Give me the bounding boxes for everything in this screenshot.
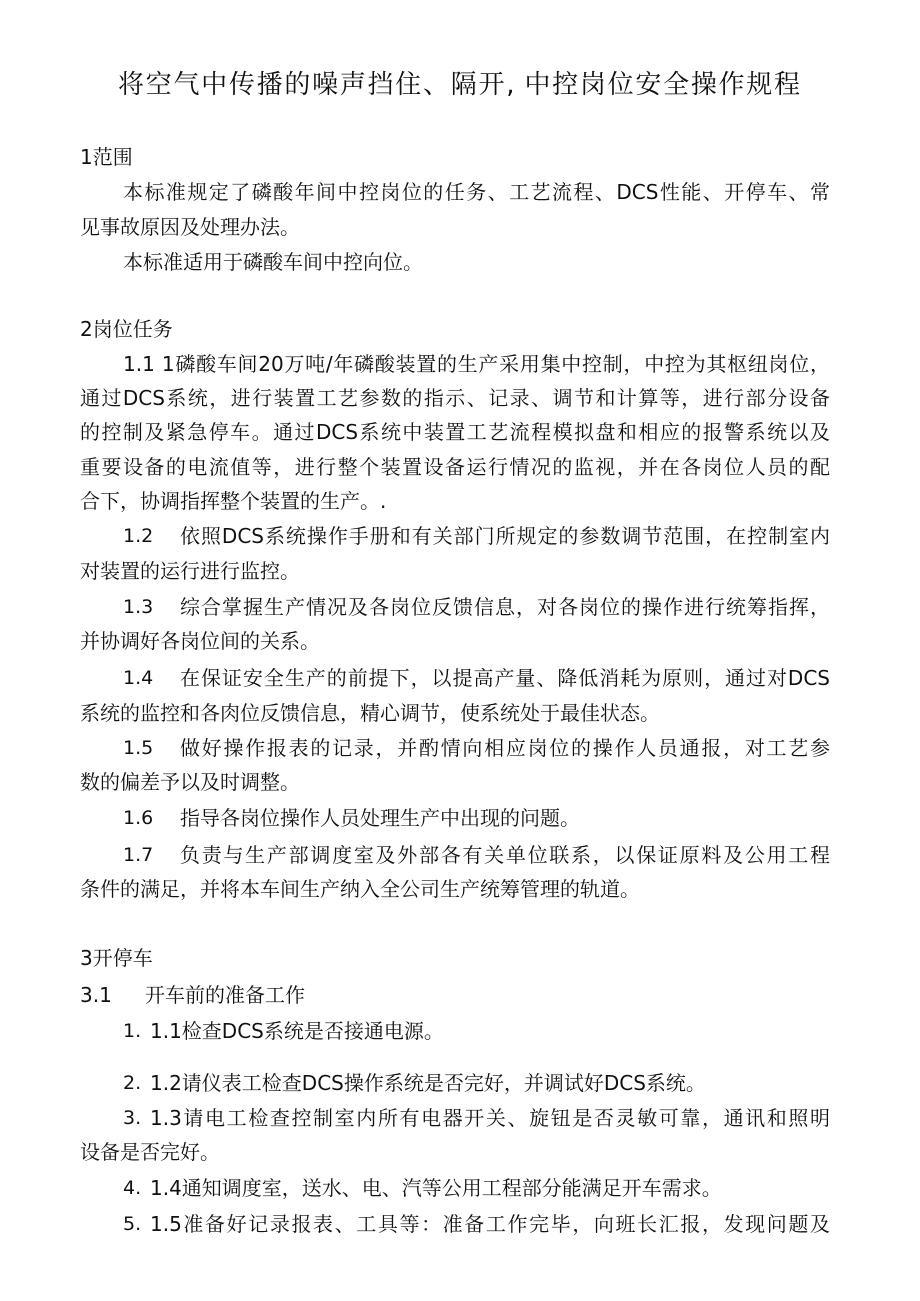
paragraph-line: 在保证安全生产的前提下，以提高产量、降低消耗为原则，通过对DCS [180,666,830,690]
list-item: 1.4通知调度室，送水、电、汽等公用工程部分能满足开车需求。 [150,1176,722,1200]
paragraph-line: 重要设备的电流值等，进行整个装置设备运行情况的监视，并在各岗位人员的配 [80,455,830,479]
item-number: 1.6 [123,807,154,829]
subsection-title: 开车前的准备工作 [145,983,305,1007]
list-item: 1.1检查DCS系统是否接通电源。 [150,1019,444,1043]
section-1-heading: 1范围 [80,145,133,169]
section-3-heading: 3开停车 [80,946,153,970]
list-number: 5. [123,1213,142,1235]
item-number: 1.7 [123,844,154,866]
paragraph-line: 本标准适用于磷酸车间中控向位。 [123,250,423,274]
paragraph-line: 系统的监控和各肉位反馈信息，精心调节，使系统处于最佳状态。 [80,701,660,725]
paragraph-line: 依照DCS系统操作手册和有关部门所规定的参数调节范围，在控制室内 [180,524,830,548]
paragraph-line: 见事故原因及处理办法。 [80,215,300,239]
paragraph-line: 并协调好各岗位间的关系。 [80,629,320,653]
item-number: 1.2 [123,525,154,547]
paragraph-line: 指导各岗位操作人员处理生产中出现的问题。 [180,806,580,830]
list-number: 4. [123,1177,142,1199]
list-number: 3. [123,1107,142,1129]
document-title: 将空气中传播的噪声挡住、隔开, 中控岗位安全操作规程 [118,70,800,100]
item-number: 1.3 [123,596,154,618]
paragraph-line: 通过DCS系统，进行装置工艺参数的指示、记录、调节和计算等，进行部分设备 [80,386,830,410]
list-item: 1.2请仪表工检查DCS操作系统是否完好，并调试好DCS系统。 [150,1071,706,1095]
paragraph-line: 1.1 1磷酸车间20万吨/年磷酸装置的生产采用集中控制，中控为其枢纽岗位， [123,352,830,376]
paragraph-line: 负责与生产部调度室及外部各有关单位联系，以保证原料及公用工程 [180,843,830,867]
section-2-heading: 2岗位任务 [80,317,173,341]
paragraph-line: 条件的满足，并将本车间生产纳入全公司生产统筹管理的轨道。 [80,877,640,901]
list-number: 1. [123,1020,142,1042]
paragraph-line: 做好操作报表的记录，并酌情向相应岗位的操作人员通报，对工艺参 [180,736,830,760]
paragraph-line: 综合掌握生产情况及各岗位反馈信息，对各岗位的操作进行统筹指挥， [180,595,830,619]
list-item: 设备是否完好。 [80,1140,220,1164]
paragraph-line: 本标准规定了磷酸年间中控岗位的任务、工艺流程、DCS性能、开停车、常 [123,180,830,204]
list-number: 2. [123,1072,142,1094]
paragraph-line: 对装置的运行进行监控。 [80,559,300,583]
list-item: 1.3请电工检查控制室内所有电器开关、旋钮是否灵敏可靠，通讯和照明 [150,1106,830,1130]
paragraph-line: 数的偏差予以及时调整。 [80,770,300,794]
subsection-number: 3.1 [80,983,112,1007]
item-number: 1.4 [123,667,154,689]
item-number: 1.5 [123,737,154,759]
paragraph-line: 的控制及紧急停车。通过DCS系统中装置工艺流程模拟盘和相应的报警系统以及 [80,420,830,444]
list-item: 1.5准备好记录报表、工具等：准备工作完毕，向班长汇报，发现问题及 [150,1212,830,1236]
paragraph-line: 合下，协调指挥整个装置的生产。. [80,489,387,513]
